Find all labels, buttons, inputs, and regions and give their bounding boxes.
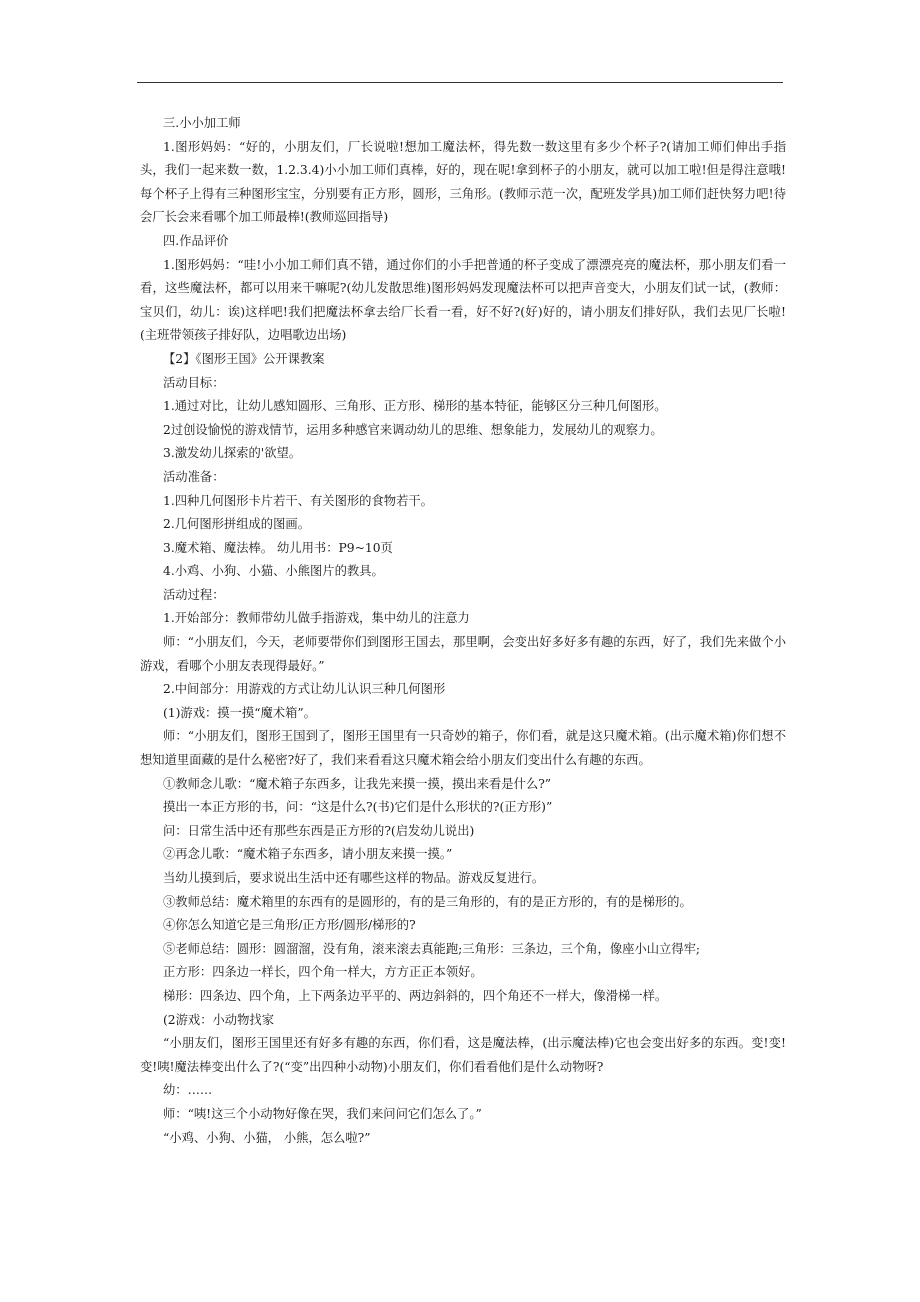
- paragraph: 1.四种几何图形卡片若干、有关图形的食物若干。: [163, 493, 433, 508]
- paragraph: 2.中间部分：用游戏的方式让幼儿认识三种几何图形: [163, 682, 446, 697]
- paragraph: 当幼儿摸到后，要求说出生活中还有哪些这样的物品。游戏反复进行。: [163, 871, 545, 885]
- paragraph: 【2】《图形王国》公开课教案: [163, 351, 325, 366]
- document-body: [140, 112, 786, 1150]
- paragraph: 2过创设愉悦的游戏情节，运用多种感官来调动幼儿的思维、想象能力，发展幼儿的观察力。: [163, 422, 663, 437]
- paragraph: 师：“咦!这三个小动物好像在哭，我们来问问它们怎么了。”: [163, 1106, 482, 1121]
- paragraph: 1.图形妈妈：“好的，小朋友们，厂长说啦!想加工魔法杯，得先数一数这里有多少个杯子?(请加工师们伸出手指头，我们一起来数一数，1.2.3.4)小小加工师们真棒，好的，现在呢!拿到杯子的小朋友，就可以加工啦!但是得注意哦!每个杯子上得有三种图形宝宝，分别要有正方形，圆形，三角形。(教师示范一次，配班发学具)加工师们赶快努力吧!待会厂长会来看哪个加工师最棒!(教师巡回指导): [140, 139, 786, 225]
- paragraph: 1.开始部分：教师带幼儿做手指游戏，集中幼儿的注意力: [163, 611, 470, 626]
- paragraph: 活动过程：: [163, 587, 225, 602]
- header-rule: [137, 82, 783, 83]
- paragraph: 1.图形妈妈：“哇!小小加工师们真不错，通过你们的小手把普通的杯子变成了漂漂亮亮的魔法杯，那小朋友们看一看，这些魔法杯，都可以用来干嘛呢?(幼儿发散思维)图形妈妈发现魔法杯可以把声音变大，小朋友们试一试，(教师：宝贝们，幼儿：诶)这样吧!我们把魔法杯拿去给厂长看一看，好不好?(好)好的，请小朋友们排好队，我们去见厂长啦!(主班带领孩子排好队，边唱歌边出场): [140, 257, 786, 343]
- paragraph: 师：“小朋友们，今天，老师要带你们到图形王国去，那里啊，会变出好多好多有趣的东西，好了，我们先来做个小游戏，看哪个小朋友表现得最好。”: [140, 635, 786, 673]
- paragraph: ②再念儿歌：“魔术箱子东西多，请小朋友来摸一摸。”: [163, 847, 453, 862]
- paragraph: 活动目标：: [163, 375, 225, 390]
- paragraph: ⑤老师总结：圆形：圆溜溜，没有角，滚来滚去真能跑;三角形：三条边，三个角，像座小山立得牢;: [163, 941, 701, 956]
- paragraph: ①教师念儿歌：“魔术箱子东西多，让我先来摸一摸，摸出来看是什么?”: [163, 776, 552, 791]
- paragraph: 问：日常生活中还有那些东西是正方形的?(启发幼儿说出): [163, 823, 475, 838]
- paragraph: (1)游戏：摸一摸“魔术箱”。: [163, 705, 316, 720]
- paragraph: 四.作品评价: [163, 233, 229, 248]
- paragraph: 摸出一本正方形的书，问：“这是什么?(书)它们是什么形状的?(正方形)”: [163, 800, 553, 815]
- paragraph: “小鸡、小狗、小猫， 小熊，怎么啦?”: [163, 1130, 371, 1145]
- paragraph: 3.激发幼儿探索的'欲望。: [163, 446, 302, 461]
- paragraph: 1.通过对比，让幼儿感知圆形、三角形、正方形、梯形的基本特征，能够区分三种几何图形。: [163, 399, 667, 414]
- paragraph: 2.几何图形拼组成的图画。: [163, 517, 310, 532]
- paragraph: 正方形：四条边一样长，四个角一样大，方方正正本领好。: [163, 965, 483, 980]
- paragraph: 师：“小朋友们，图形王国到了，图形王国里有一只奇妙的箱子，你们看，就是这只魔术箱。(出示魔术箱)你们想不想知道里面藏的是什么秘密?好了，我们来看看这只魔术箱会给小朋友们变出什么有趣的东西。: [140, 729, 786, 768]
- paragraph: 三.小小加工师: [163, 116, 241, 130]
- paragraph: 4.小鸡、小狗、小猫、小熊图片的教具。: [163, 564, 384, 579]
- paragraph: 幼：……: [163, 1083, 213, 1098]
- paragraph: 梯形：四条边、四个角，上下两条边平平的、两边斜斜的，四个角还不一样大，像滑梯一样。: [163, 988, 668, 1003]
- paragraph: 3.魔术箱、魔法棒。 幼儿用书：P9~10页: [163, 540, 393, 555]
- paragraph: “小朋友们，图形王国里还有好多有趣的东西，你们看，这是魔法棒，(出示魔法棒)它也会变出好多的东西。变!变!变!咦!魔法棒变出什么了?(“变”出四种小动物)小朋友们，你们看看他们是什么动物呀?: [140, 1036, 786, 1074]
- paragraph: 活动准备：: [163, 469, 225, 484]
- paragraph: ③教师总结：魔术箱里的东西有的是圆形的，有的是三角形的，有的是正方形的，有的是梯形的。: [163, 894, 692, 909]
- paragraph: ④你怎么知道它是三角形/正方形/圆形/梯形的?: [163, 918, 416, 933]
- paragraph: (2游戏：小动物找家: [163, 1012, 274, 1027]
